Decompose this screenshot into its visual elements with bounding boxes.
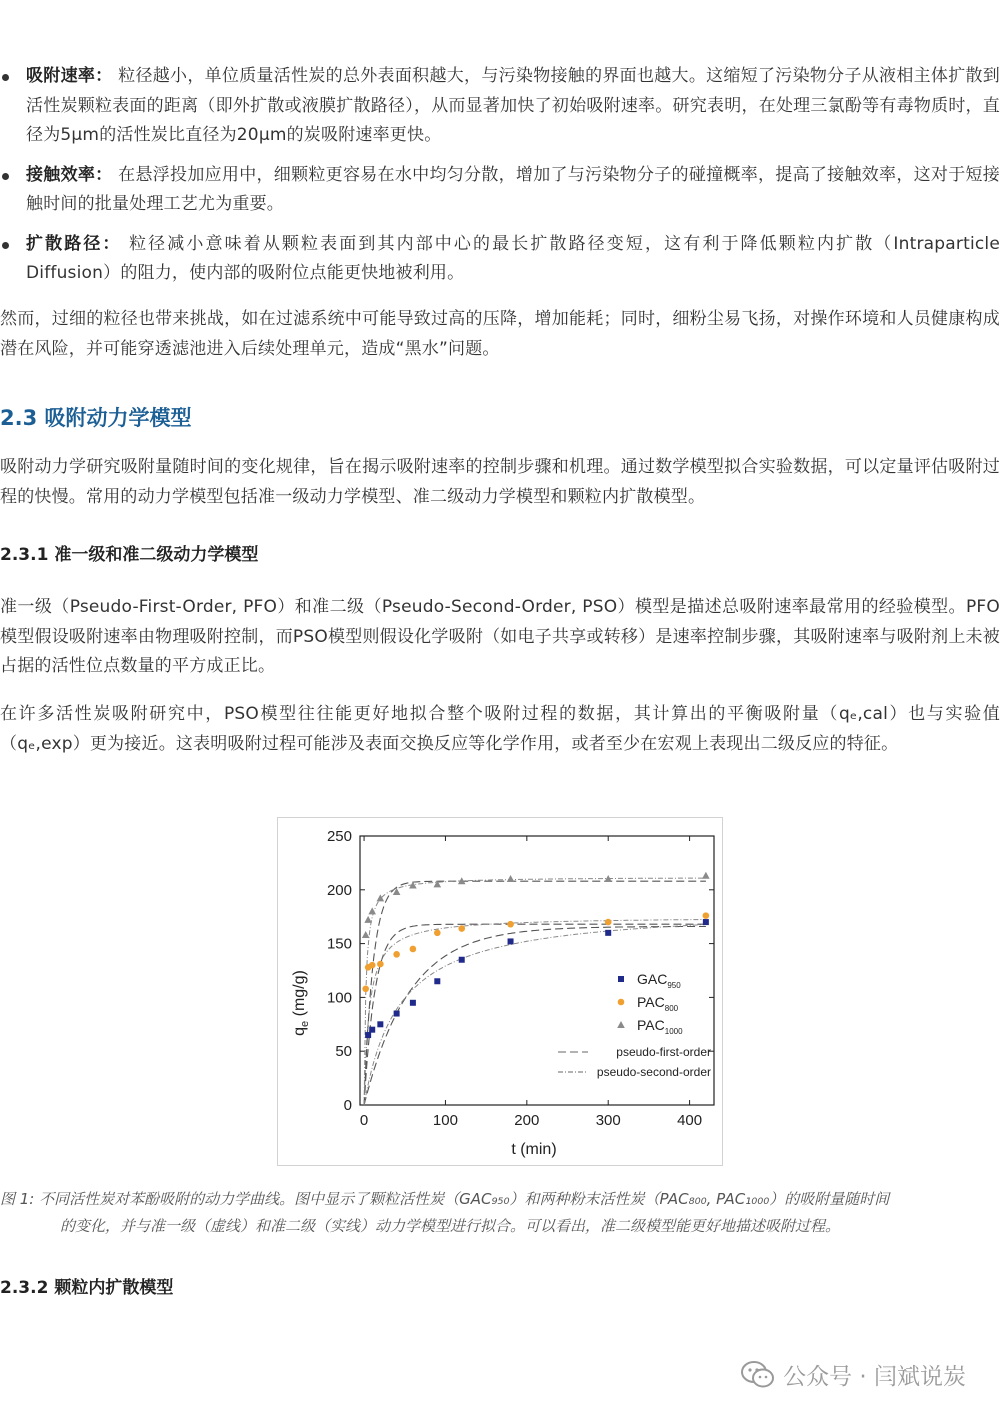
x-tick-label: 300	[595, 1112, 621, 1129]
watermark	[741, 1358, 966, 1391]
figure-caption	[0, 1186, 1000, 1240]
data-point	[393, 951, 400, 958]
caption-lead: 图 1: 不同活性炭对苯酚吸附的动力学曲线。图中显示了颗粒活性炭（GAC₉₅₀）和两种粉末活性炭（PAC₈₀₀, PAC₁₀₀₀）的吸附量随时间	[0, 1190, 890, 1208]
data-point	[377, 1021, 383, 1027]
legend-marker	[618, 999, 625, 1006]
data-point	[434, 930, 441, 937]
paragraph-however: 然而，过细的粒径也带来挑战，如在过滤系统中可能导致过高的压降，增加能耗；同时，细粉尘易飞扬，对操作环境和人员健康构成潜在风险，并可能穿透滤池进入后续处理单元，造成“黑水”问题。	[0, 309, 1000, 359]
data-point	[365, 1032, 371, 1038]
section-heading-2-3-2: 2.3.2 颗粒内扩散模型	[0, 1278, 174, 1298]
legend-label-sub: 1000	[664, 1027, 683, 1036]
data-point	[377, 961, 384, 968]
data-point	[605, 930, 611, 936]
bullet-text: 粒径减小意味着从颗粒表面到其内部中心的最长扩散路径变短，这有利于降低颗粒内扩散（Intraparticle Diffusion）的阻力，使内部的吸附位点能更快地被利用。	[26, 233, 1000, 283]
data-point	[458, 925, 465, 932]
legend-label-name: PAC	[637, 994, 665, 1010]
x-tick-label: 400	[677, 1112, 703, 1129]
bullet-dot	[2, 74, 9, 81]
data-point	[394, 1011, 400, 1017]
legend-line-label: pseudo-second-order	[596, 1065, 711, 1079]
y-tick-label: 100	[326, 989, 352, 1007]
data-point	[459, 957, 465, 963]
caption-rest: 的变化，并与准一级（虚线）和准二级（实线）动力学模型进行拟合。可以看出，准二级模型能更好地描述吸附过程。	[60, 1217, 841, 1235]
data-point	[508, 938, 514, 944]
legend-label-sub: 800	[664, 1004, 679, 1013]
legend-label	[637, 994, 679, 1013]
legend-label-name: PAC	[637, 1017, 665, 1033]
y-tick-label: 250	[326, 828, 352, 845]
legend-marker	[617, 1021, 625, 1028]
section-heading-2-3: 2.3 吸附动力学模型	[0, 406, 192, 430]
list-item	[0, 230, 1000, 289]
bullet-text: 在悬浮投加应用中，细颗粒更容易在水中均匀分散，增加了与污染物分子的碰撞概率，提高了接触效率，这对于短接触时间的批量处理工艺尤为重要。	[26, 164, 1000, 214]
y-tick-label: 200	[326, 881, 352, 899]
y-tick-label: 150	[326, 935, 352, 953]
y-axis-label-unit: (mg/g)	[291, 970, 308, 1021]
data-point	[703, 912, 710, 919]
data-point	[377, 894, 385, 901]
data-point	[410, 946, 417, 953]
data-point	[369, 1027, 375, 1033]
legend-label	[637, 1017, 683, 1036]
data-point	[605, 919, 612, 926]
y-axis-label	[291, 970, 311, 1036]
data-point	[362, 931, 370, 938]
legend-label-name: GAC	[637, 971, 668, 987]
paragraph-2-3-1-b: 在许多活性炭吸附研究中，PSO模型往往能更好地拟合整个吸附过程的数据，其计算出的平衡吸附量（qₑ,cal）也与实验值（qₑ,exp）更为接近。这表明吸附过程可能涉及表面交换反应等化学作用，或者至少在宏观上表现出二级反应的特征。	[0, 704, 1000, 754]
y-axis-label-main: q	[291, 1026, 308, 1036]
list-item	[0, 62, 1000, 151]
legend-line-label: pseudo-first-order	[616, 1045, 711, 1059]
x-tick-label: 200	[514, 1112, 540, 1129]
data-point	[703, 919, 709, 925]
y-tick-label: 50	[335, 1043, 352, 1061]
x-tick-label: 0	[359, 1112, 369, 1129]
data-point	[369, 962, 376, 969]
data-point	[434, 978, 440, 984]
advantages-list	[0, 62, 1000, 299]
bullet-dot	[2, 242, 9, 249]
data-point	[507, 875, 515, 882]
paragraph-2-3-1-a: 准一级（Pseudo-First-Order, PFO）和准二级（Pseudo-Second-Order, PSO）模型是描述总吸附速率最常用的经验模型。PFO模型假设吸附速率由物理吸附控制，而PSO模型则假设化学吸附（如电子共享或转移）是速率控制步骤，其吸附速率与吸附剂上未被占据的活性位点数量的平方成正比。	[0, 597, 1000, 676]
bullet-term: 接触效率：	[26, 164, 113, 185]
bullet-term: 扩散路径：	[26, 233, 122, 254]
data-point	[364, 916, 372, 923]
data-point	[702, 872, 710, 879]
data-point	[507, 921, 514, 928]
x-axis-label: t (min)	[511, 1141, 557, 1158]
paragraph-2-3: 吸附动力学研究吸附量随时间的变化规律，旨在揭示吸附速率的控制步骤和机理。通过数学模型拟合实验数据，可以定量评估吸附过程的快慢。常用的动力学模型包括准一级动力学模型、准二级动力学模型和颗粒内扩散模型。	[0, 457, 1000, 507]
data-point	[410, 1000, 416, 1006]
legend-marker	[618, 976, 624, 982]
data-point	[362, 985, 369, 992]
legend-label	[637, 971, 681, 990]
wechat-icon	[741, 1361, 775, 1389]
y-axis-label-sub: e	[299, 1020, 311, 1027]
legend-label-sub: 950	[667, 981, 681, 990]
section-heading-2-3-1: 2.3.1 准一级和准二级动力学模型	[0, 545, 259, 565]
bullet-dot	[2, 173, 9, 180]
bullet-text: 粒径越小，单位质量活性炭的总外表面积越大，与污染物接触的界面也越大。这缩短了污染物分子从液相主体扩散到活性炭颗粒表面的距离（即外扩散或液膜扩散路径），从而显著加快了初始吸附速率。研究表明，在处理三氯酚等有毒物质时，直径为5μm的活性炭比直径为20μm的炭吸附速率更快。	[26, 66, 1000, 145]
watermark-text: 公众号 · 闫斌说炭	[783, 1364, 966, 1390]
kinetics-chart	[278, 818, 722, 1165]
bullet-term: 吸附速率：	[26, 66, 113, 86]
x-tick-label: 100	[432, 1112, 458, 1129]
y-tick-label: 0	[343, 1097, 352, 1114]
list-item	[0, 161, 1000, 220]
kinetics-figure	[277, 817, 723, 1166]
